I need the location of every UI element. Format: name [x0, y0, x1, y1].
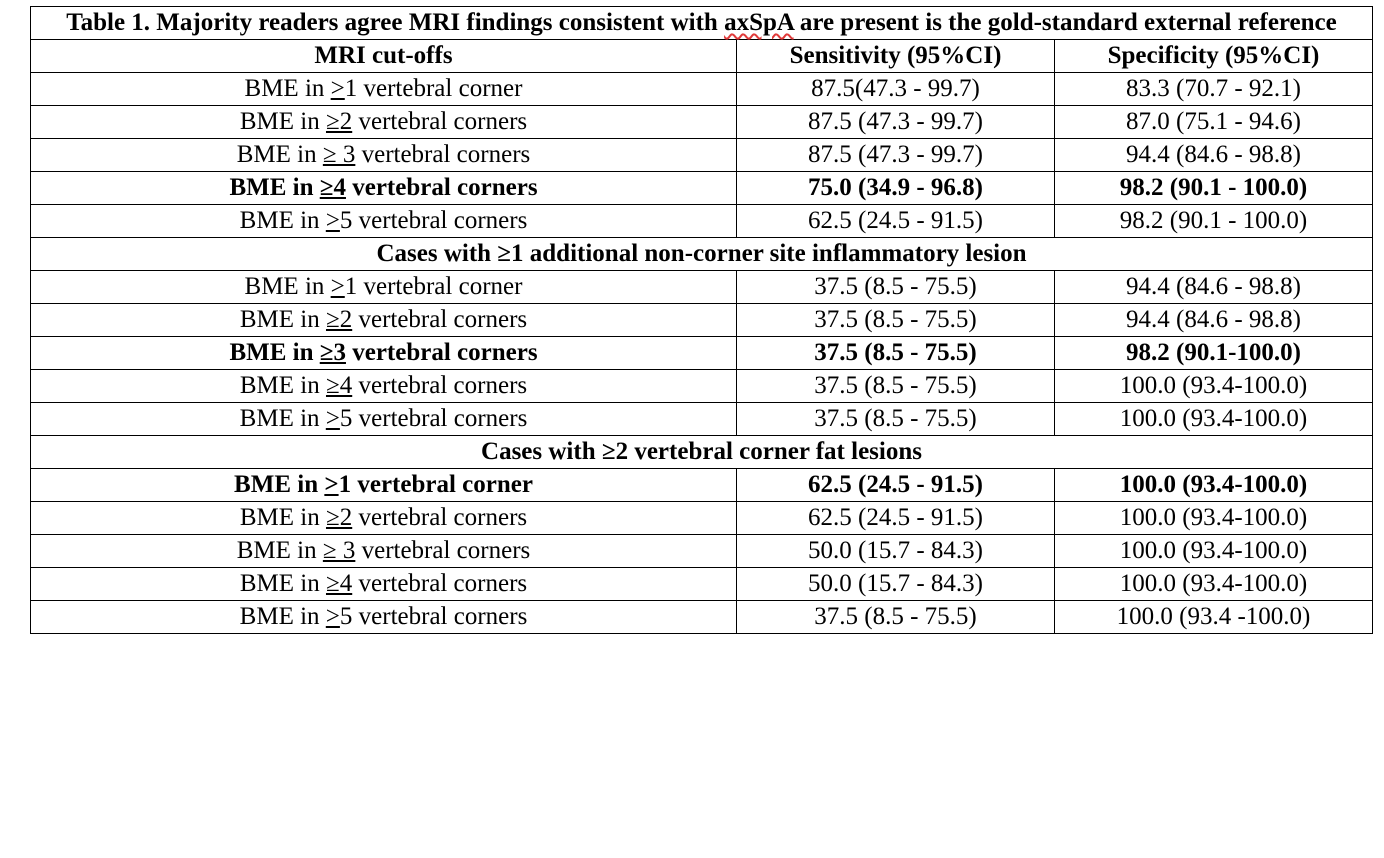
row-label-suffix: vertebral corners: [345, 174, 538, 201]
row-label-symbol: ≥3: [319, 339, 346, 366]
row-label-prefix: BME in: [229, 339, 320, 366]
row-label-prefix: BME in: [239, 405, 326, 432]
table-title-row: [31, 7, 1373, 40]
row-label-symbol: ≥4: [325, 570, 353, 597]
results-table: [30, 6, 1373, 634]
cell-specificity: 98.2 (90.1 - 100.0): [1055, 205, 1373, 238]
cell-sensitivity: 75.0 (34.9 - 96.8): [737, 172, 1055, 205]
row-label-prefix: BME in: [244, 273, 331, 300]
row-label: [31, 106, 737, 139]
section-heading-row: [31, 436, 1373, 469]
cell-sensitivity: 87.5 (47.3 - 99.7): [737, 139, 1055, 172]
row-label: [31, 73, 737, 106]
row-label-symbol: ≥4: [319, 174, 346, 201]
row-label: [31, 271, 737, 304]
cell-sensitivity: 62.5 (24.5 - 91.5): [737, 469, 1055, 502]
row-label-prefix: BME in: [229, 174, 320, 201]
cell-specificity: 98.2 (90.1-100.0): [1055, 337, 1373, 370]
row-label-symbol: ≥2: [325, 504, 353, 531]
table-row: [31, 601, 1373, 634]
row-label: [31, 502, 737, 535]
row-label-prefix: BME in: [236, 141, 323, 168]
row-label-suffix: vertebral corners: [345, 339, 538, 366]
row-label-suffix: 1 vertebral corner: [344, 273, 523, 300]
row-label: [31, 172, 737, 205]
column-header-label: MRI cut-offs: [31, 40, 737, 73]
row-label-suffix: vertebral corners: [352, 504, 528, 531]
cell-specificity: 100.0 (93.4-100.0): [1055, 403, 1373, 436]
cell-specificity: 100.0 (93.4-100.0): [1055, 469, 1373, 502]
table-title-suffix: are present is the gold-standard external reference: [793, 9, 1337, 36]
section-heading: Cases with ≥2 vertebral corner fat lesions: [31, 436, 1373, 469]
cell-sensitivity: 62.5 (24.5 - 91.5): [737, 205, 1055, 238]
table-row: [31, 139, 1373, 172]
row-label-prefix: BME in: [236, 537, 323, 564]
row-label-suffix: vertebral corners: [352, 306, 528, 333]
row-label-symbol: >: [330, 75, 345, 102]
row-label-symbol: ≥2: [325, 306, 353, 333]
row-label-symbol: >: [325, 207, 340, 234]
row-label-suffix: vertebral corners: [355, 141, 531, 168]
row-label-suffix: 1 vertebral corner: [338, 471, 533, 498]
row-label-prefix: BME in: [234, 471, 325, 498]
table-title-prefix: Table 1. Majority readers agree MRI findings consistent with: [66, 9, 725, 36]
row-label: [31, 370, 737, 403]
table-header-row: [31, 40, 1373, 73]
cell-specificity: 87.0 (75.1 - 94.6): [1055, 106, 1373, 139]
row-label: [31, 601, 737, 634]
row-label-prefix: BME in: [244, 75, 331, 102]
column-header-sensitivity: Sensitivity (95%CI): [737, 40, 1055, 73]
cell-specificity: 94.4 (84.6 - 98.8): [1055, 304, 1373, 337]
row-label: [31, 337, 737, 370]
row-label-prefix: BME in: [239, 504, 326, 531]
row-label-prefix: BME in: [239, 603, 326, 630]
table-row: [31, 337, 1373, 370]
row-label-suffix: 5 vertebral corners: [339, 603, 528, 630]
table-row: [31, 73, 1373, 106]
row-label: [31, 469, 737, 502]
row-label-suffix: vertebral corners: [355, 537, 531, 564]
row-label-prefix: BME in: [239, 306, 326, 333]
table-row: [31, 502, 1373, 535]
table-row: [31, 106, 1373, 139]
row-label-suffix: vertebral corners: [352, 372, 528, 399]
row-label-symbol: ≥2: [325, 108, 353, 135]
cell-specificity: 94.4 (84.6 - 98.8): [1055, 271, 1373, 304]
row-label-symbol: >: [325, 603, 340, 630]
row-label-suffix: vertebral corners: [352, 570, 528, 597]
table-row: [31, 271, 1373, 304]
row-label: [31, 403, 737, 436]
row-label-prefix: BME in: [239, 570, 326, 597]
cell-sensitivity: 87.5 (47.3 - 99.7): [737, 106, 1055, 139]
table-row: [31, 403, 1373, 436]
row-label-suffix: 5 vertebral corners: [339, 207, 528, 234]
table-title: [31, 7, 1373, 40]
cell-specificity: 100.0 (93.4-100.0): [1055, 568, 1373, 601]
cell-sensitivity: 37.5 (8.5 - 75.5): [737, 370, 1055, 403]
column-header-specificity: Specificity (95%CI): [1055, 40, 1373, 73]
row-label-symbol: ≥4: [325, 372, 353, 399]
table-row: [31, 304, 1373, 337]
cell-sensitivity: 37.5 (8.5 - 75.5): [737, 304, 1055, 337]
table-row: [31, 370, 1373, 403]
cell-sensitivity: 50.0 (15.7 - 84.3): [737, 535, 1055, 568]
cell-specificity: 100.0 (93.4-100.0): [1055, 502, 1373, 535]
row-label-suffix: 1 vertebral corner: [344, 75, 523, 102]
cell-sensitivity: 62.5 (24.5 - 91.5): [737, 502, 1055, 535]
table-row: [31, 568, 1373, 601]
cell-sensitivity: 87.5(47.3 - 99.7): [737, 73, 1055, 106]
section-heading-row: [31, 238, 1373, 271]
cell-specificity: 100.0 (93.4 -100.0): [1055, 601, 1373, 634]
cell-sensitivity: 50.0 (15.7 - 84.3): [737, 568, 1055, 601]
cell-sensitivity: 37.5 (8.5 - 75.5): [737, 271, 1055, 304]
table-row: [31, 205, 1373, 238]
row-label: [31, 139, 737, 172]
table-title-term: axSpA: [724, 9, 794, 36]
row-label-symbol: >: [330, 273, 345, 300]
row-label-suffix: vertebral corners: [352, 108, 528, 135]
row-label-symbol: ≥ 3: [322, 537, 356, 564]
cell-sensitivity: 37.5 (8.5 - 75.5): [737, 337, 1055, 370]
row-label-suffix: 5 vertebral corners: [339, 405, 528, 432]
table-row: [31, 172, 1373, 205]
cell-sensitivity: 37.5 (8.5 - 75.5): [737, 601, 1055, 634]
row-label-prefix: BME in: [239, 108, 326, 135]
cell-specificity: 98.2 (90.1 - 100.0): [1055, 172, 1373, 205]
row-label: [31, 205, 737, 238]
row-label: [31, 568, 737, 601]
row-label-prefix: BME in: [239, 372, 326, 399]
row-label-symbol: >: [325, 405, 340, 432]
row-label-symbol: >: [324, 471, 339, 498]
table-row: [31, 469, 1373, 502]
table-row: [31, 535, 1373, 568]
row-label-prefix: BME in: [239, 207, 326, 234]
table-body: [31, 7, 1373, 634]
cell-specificity: 83.3 (70.7 - 92.1): [1055, 73, 1373, 106]
cell-specificity: 94.4 (84.6 - 98.8): [1055, 139, 1373, 172]
row-label: [31, 304, 737, 337]
row-label: [31, 535, 737, 568]
cell-sensitivity: 37.5 (8.5 - 75.5): [737, 403, 1055, 436]
cell-specificity: 100.0 (93.4-100.0): [1055, 535, 1373, 568]
section-heading: Cases with ≥1 additional non-corner site inflammatory lesion: [31, 238, 1373, 271]
row-label-symbol: ≥ 3: [322, 141, 356, 168]
cell-specificity: 100.0 (93.4-100.0): [1055, 370, 1373, 403]
